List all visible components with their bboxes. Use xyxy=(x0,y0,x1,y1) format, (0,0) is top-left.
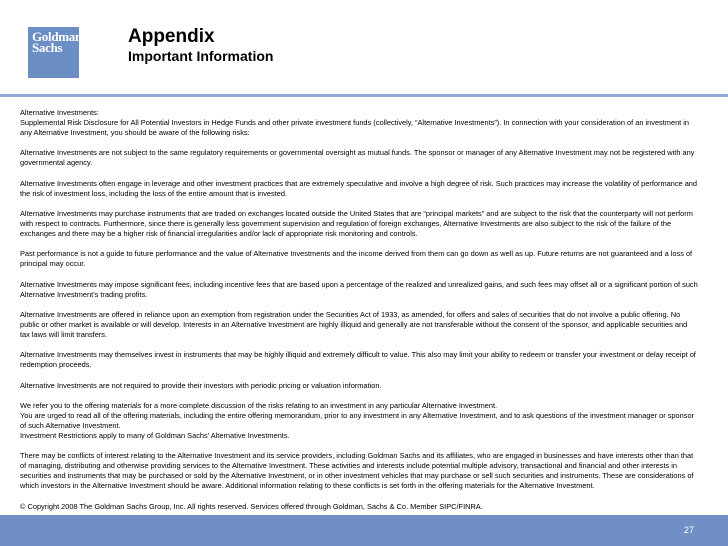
risk-paragraph: Alternative Investments are offered in reliance upon an exemption from registration under the Securities Act of 1933, as amended, for offers and sales of securities that do not involve a public offering. No public or other market is available or will develop. Interests in an Alternative Investment are highly illiquid and generally are not transferable without the consent of the sponsor, and applicable securities and tax laws will limit transfers. xyxy=(20,309,688,340)
slide-header xyxy=(0,0,728,94)
refer-line-1: We refer you to the offering materials for a more complete discussion of the risks relating to an investment in any particular Alternative Investment. xyxy=(20,400,498,410)
intro-text: Supplemental Risk Disclosure for All Potential Investors in Hedge Funds and other private investment funds (collectively, “Alternative Investments”). In connection with your consideration of an investment in any Alternative Investment, you should be aware of the following risks: xyxy=(20,118,690,138)
disclosure-body xyxy=(20,108,698,522)
page-subtitle: Important Information xyxy=(128,48,274,64)
refer-paragraph xyxy=(20,401,698,441)
intro-paragraph xyxy=(20,108,698,138)
logo-line-1: Goldman xyxy=(32,29,82,44)
copyright-notice: © Copyright 2008 The Goldman Sachs Group, Inc. All rights reserved. Services offered through Goldman, Sachs & Co. Member SIPC/FINRA. xyxy=(20,501,483,511)
risk-paragraph: Alternative Investments may themselves invest in instruments that may be highly illiquid and extremely difficult to value. This also may limit your ability to redeem or transfer your investment or delay receipt of redemption proceeds. xyxy=(20,350,696,370)
page-title: Appendix xyxy=(128,26,215,47)
page-number: 27 xyxy=(683,525,694,535)
conflicts-paragraph: There may be conflicts of interest relating to the Alternative Investment and its service providers, including Goldman Sachs and its affiliates, who are engaged in businesses and have interests other than that of managing, distributing and otherwise providing services to the Alternative Investment. These activities and interests include potential multiple advisory, transactional and financial and other interests in securities and instruments that may be purchased or sold by the Alternative Investment, or in other investment vehicles that may purchase or sell such securities and instruments. These are considerations of which investors in the Alternative Investment should be aware. Additional information relating to these conflicts is set forth in the offering materials for the Alternative Investment. xyxy=(20,451,694,491)
header-divider xyxy=(0,94,728,97)
refer-line-2: You are urged to read all of the offering materials, including the entire offering memorandum, prior to any investment in any Alternative Investment, and to ask questions of the investment manager or sponsor of such Alternative Investment. xyxy=(20,410,695,430)
risk-paragraph: Alternative Investments may purchase instruments that are traded on exchanges located outside the United States that are “principal markets” and are subject to the risk that the counterparty will not perform with respect to contracts. Furthermore, since there is generally less government supervision and regulation of foreign exchanges, Alternative Investments are also subject to the risk of the failure of the exchanges and there may be a higher risk of financial irregularities and/or lack of appropriate risk monitoring and controls. xyxy=(20,208,693,239)
risk-paragraph: Alternative Investments are not required to provide their investors with periodic pricing or valuation information. xyxy=(20,380,382,390)
intro-heading: Alternative Investments: xyxy=(20,108,99,117)
risk-paragraph: Alternative Investments often engage in leverage and other investment practices that are extremely speculative and involve a high degree of risk. Such practices may increase the volatility of performance and the risk of investment loss, including the loss of the entire amount that is invested. xyxy=(20,178,698,198)
slide-footer xyxy=(0,515,728,546)
risk-paragraph: Past performance is not a guide to future performance and the value of Alternative Investments and the income derived from them can go down as well as up. Future returns are not guaranteed and a loss of principal may occur. xyxy=(20,249,693,269)
goldman-sachs-logo xyxy=(28,27,82,78)
risk-paragraph: Alternative Investments may impose significant fees, including incentive fees that are based upon a percentage of the realized and unrealized gains, and such fees may offset all or a significant portion of such Alternative Investment’s trading profits. xyxy=(20,279,698,299)
risk-paragraph: Alternative Investments are not subject to the same regulatory requirements or governmental oversight as mutual funds. The sponsor or manager of any Alternative Investment may not be registered with any governmental agency. xyxy=(20,148,695,168)
refer-line-3: Investment Restrictions apply to many of Goldman Sachs’ Alternative Investments. xyxy=(20,431,290,440)
logo-line-2: Sachs xyxy=(32,40,63,55)
